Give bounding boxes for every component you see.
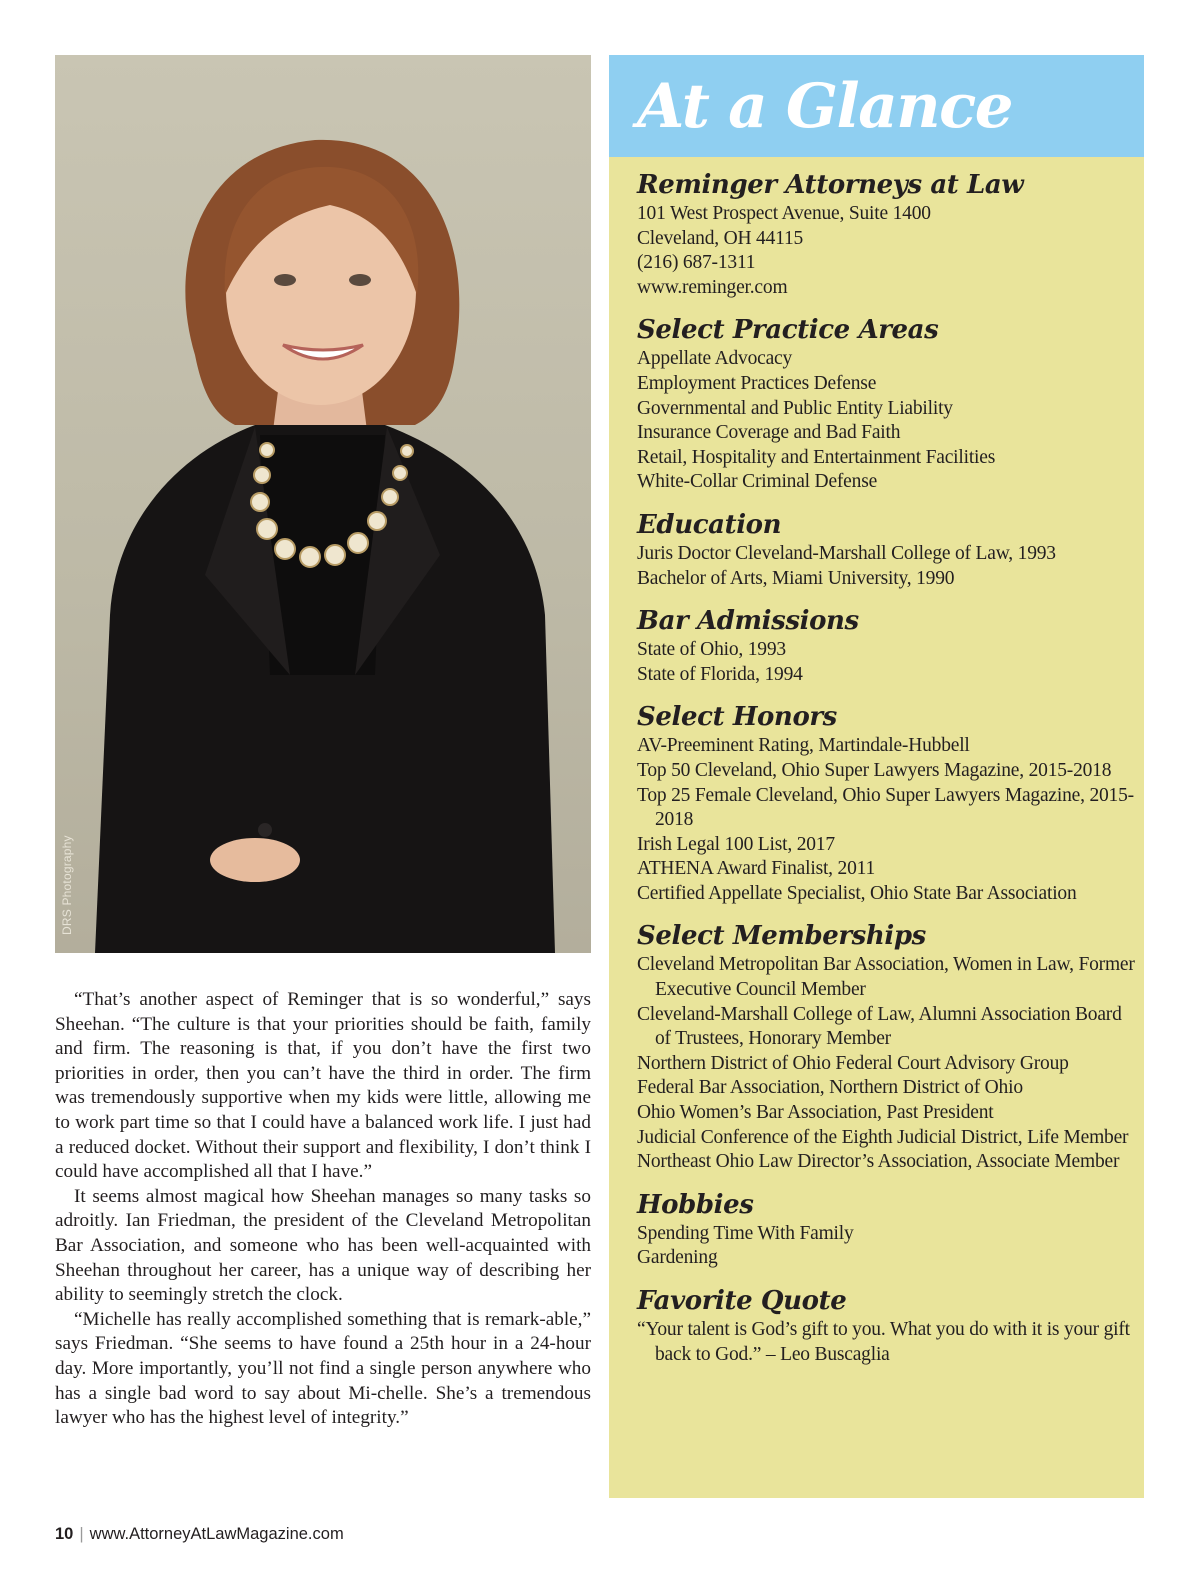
section-item: Retail, Hospitality and Entertainment Facilities	[637, 446, 996, 468]
section-item: Cleveland Metropolitan Bar Association, Women in Law, Former Executive Council Member	[637, 954, 1135, 1001]
section-list	[637, 542, 1137, 591]
footer-separator: |	[79, 1525, 84, 1543]
section-item: State of Florida, 1994	[637, 663, 803, 685]
section-list	[637, 953, 1137, 1174]
section-item: ATHENA Award Finalist, 2011	[637, 858, 875, 880]
sidebar-body	[637, 168, 1137, 1380]
article-body	[55, 988, 591, 1431]
portrait-illustration	[55, 55, 591, 953]
section-list	[637, 347, 1137, 495]
section-item: Insurance Coverage and Bad Faith	[637, 422, 901, 444]
section-list	[637, 734, 1137, 906]
section-heading: Bar Admissions	[637, 606, 859, 637]
section-item: State of Ohio, 1993	[637, 639, 786, 661]
section-select-honors	[637, 700, 1137, 906]
photo-credit: DRS Photography	[60, 835, 74, 935]
section-item: Certified Appellate Specialist, Ohio State Bar Association	[637, 882, 1077, 904]
section-heading: Select Practice Areas	[637, 315, 939, 346]
section-item: Top 25 Female Cleveland, Ohio Super Lawyers Magazine, 2015-2018	[637, 784, 1134, 831]
section-item: Cleveland-Marshall College of Law, Alumni Association Board of Trustees, Honorary Member	[637, 1003, 1122, 1050]
section-list	[637, 202, 1137, 300]
section-item: AV-Preeminent Rating, Martindale-Hubbell	[637, 735, 970, 757]
section-item: Spending Time With Family	[637, 1222, 854, 1244]
section-heading: Education	[637, 509, 782, 540]
section-item: Employment Practices Defense	[637, 372, 877, 394]
section-item: White-Collar Criminal Defense	[637, 471, 878, 493]
section-reminger-attorneys-at-law	[637, 168, 1137, 300]
section-item: (216) 687-1311	[637, 252, 756, 274]
sidebar-title: At a Glance	[637, 71, 1013, 142]
section-list	[637, 1318, 1137, 1367]
section-favorite-quote	[637, 1284, 1137, 1367]
section-item: Ohio Women’s Bar Association, Past President	[637, 1102, 994, 1124]
footer-website-link[interactable]: www.AttorneyAtLawMagazine.com	[89, 1525, 344, 1543]
section-item: Appellate Advocacy	[637, 348, 793, 370]
article-paragraph: “Michelle has really accomplished something that is remark-able,” says Friedman. “She seems to have found a 25th hour in a 24-hour day. More importantly, you’ll not find a single person anywhere who has a single bad word to say about Mi-chelle. She’s a tremendous lawyer who has the highest level of integrity.”	[55, 1308, 591, 1429]
section-item: Gardening	[637, 1247, 718, 1269]
section-item: Northeast Ohio Law Director’s Association, Associate Member	[637, 1151, 1120, 1173]
section-list	[637, 638, 1137, 687]
section-select-practice-areas	[637, 313, 1137, 495]
section-heading: Hobbies	[637, 1189, 754, 1220]
section-item: Judicial Conference of the Eighth Judicial District, Life Member	[637, 1126, 1129, 1148]
section-item: Northern District of Ohio Federal Court Advisory Group	[637, 1052, 1069, 1074]
section-hobbies	[637, 1188, 1137, 1271]
sidebar-header	[609, 55, 1144, 157]
section-heading: Select Honors	[637, 702, 837, 733]
section-bar-admissions	[637, 604, 1137, 687]
section-item: 101 West Prospect Avenue, Suite 1400	[637, 203, 931, 224]
section-item: Cleveland, OH 44115	[637, 227, 804, 249]
section-item: “Your talent is God’s gift to you. What you do with it is your gift back to God.” – Leo Buscaglia	[637, 1319, 1130, 1365]
article-paragraph: It seems almost magical how Sheehan manages so many tasks so adroitly. Ian Friedman, the president of the Cleveland Metropolitan Bar Association, and someone who has been well-acquainted with Sheehan throughout her career, has a unique way of describing her ability to seemingly stretch the clock.	[55, 1185, 591, 1306]
page-footer	[55, 1525, 344, 1544]
portrait-photo	[55, 55, 591, 953]
section-item: Top 50 Cleveland, Ohio Super Lawyers Magazine, 2015-2018	[637, 759, 1112, 781]
section-item: Bachelor of Arts, Miami University, 1990	[637, 567, 955, 589]
section-item: www.reminger.com	[637, 276, 788, 298]
section-item: Irish Legal 100 List, 2017	[637, 833, 835, 855]
section-list	[637, 1222, 1137, 1271]
section-item: Governmental and Public Entity Liability	[637, 397, 953, 419]
section-item: Juris Doctor Cleveland-Marshall College of Law, 1993	[637, 542, 1056, 564]
section-heading: Select Memberships	[637, 921, 926, 952]
section-item: Federal Bar Association, Northern District of Ohio	[637, 1077, 1023, 1099]
section-select-memberships	[637, 919, 1137, 1174]
section-heading: Favorite Quote	[637, 1286, 847, 1316]
page-number: 10	[55, 1525, 74, 1543]
section-heading: Reminger Attorneys at Law	[637, 170, 1024, 200]
article-paragraph: “That’s another aspect of Reminger that is so wonderful,” says Sheehan. “The culture is that your priorities should be faith, family and firm. The reasoning is that, if you don’t have the first two priorities in order, then you can’t have the third in order. The firm was tremendously supportive when my kids were little, allowing me to work part time so that I could have a balanced work life. I just had a reduced docket. Without their support and flexibility, I don’t think I could have accomplished all that I have.”	[55, 989, 591, 1183]
section-education	[637, 508, 1137, 591]
at-a-glance-sidebar	[609, 55, 1144, 1498]
